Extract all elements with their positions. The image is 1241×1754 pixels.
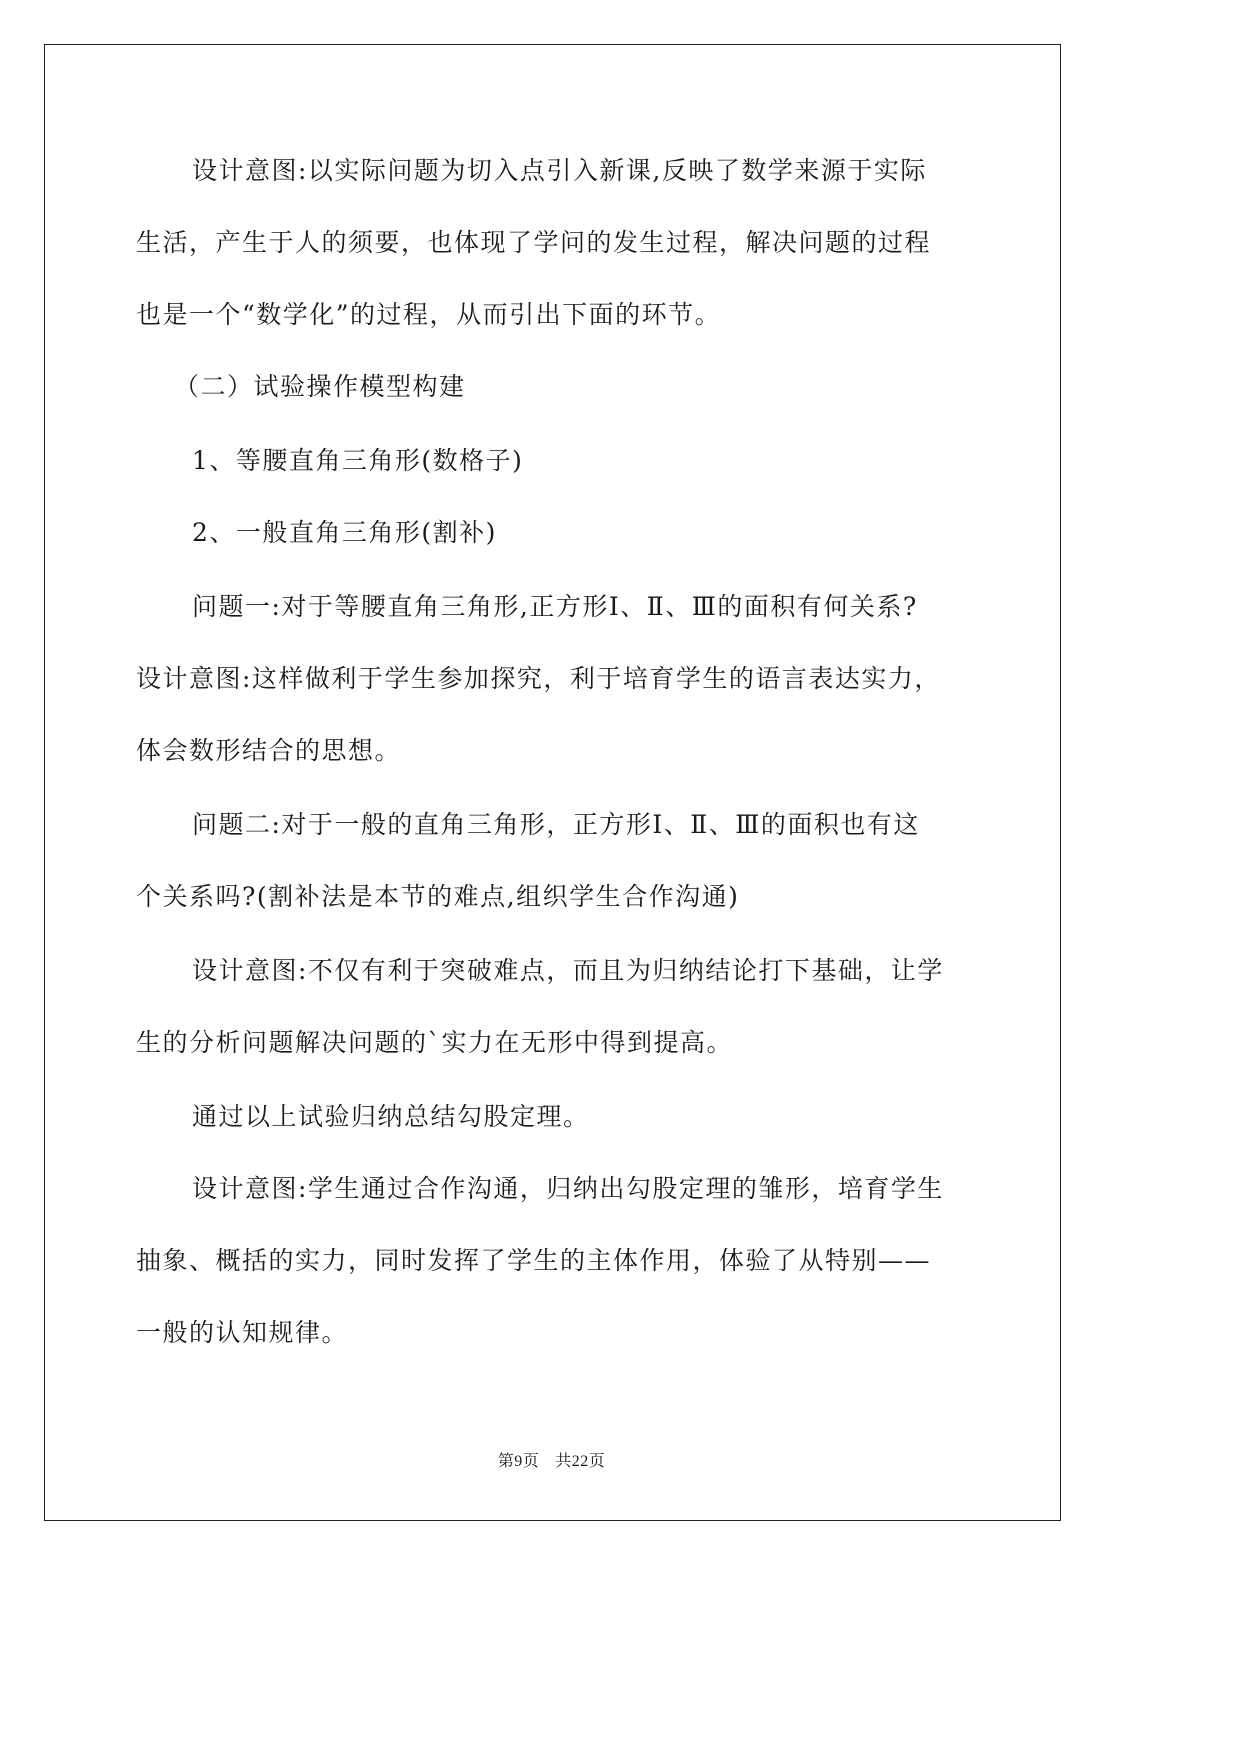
paragraph-line: 生的分析问题解决问题的`实力在无形中得到提高。	[136, 1028, 734, 1057]
paragraph-line: 设计意图:以实际问题为切入点引入新课,反映了数学来源于实际	[192, 156, 927, 185]
paragraph-line: 通过以上试验归纳总结勾股定理。	[192, 1102, 590, 1131]
list-item: 1、等腰直角三角形(数格子)	[192, 446, 524, 475]
paragraph-line: 抽象、概括的实力，同时发挥了学生的主体作用，体验了从特别——	[136, 1246, 932, 1275]
section-heading: （二）试验操作模型构建	[174, 372, 466, 401]
page-number: 第9页	[497, 1453, 540, 1470]
paragraph-line: 体会数形结合的思想。	[136, 736, 402, 765]
page-footer	[0, 1452, 1103, 1472]
paragraph-line: 设计意图:不仅有利于突破难点，而且为归纳结论打下基础，让学	[192, 956, 944, 985]
page-total: 共22页	[555, 1453, 606, 1470]
paragraph-line: 问题二:对于一般的直角三角形，正方形Ⅰ、Ⅱ、Ⅲ的面积也有这	[192, 810, 920, 839]
list-item: 2、一般直角三角形(割补)	[192, 518, 497, 547]
paragraph-line: 也是一个“数学化”的过程，从而引出下面的环节。	[136, 300, 722, 329]
paragraph-line: 一般的认知规律。	[136, 1318, 349, 1347]
paragraph-line: 个关系吗?(割补法是本节的难点,组织学生合作沟通)	[136, 882, 740, 911]
paragraph-line: 问题一:对于等腰直角三角形,正方形Ⅰ、Ⅱ、Ⅲ的面积有何关系?	[192, 592, 918, 621]
paragraph-line: 设计意图:学生通过合作沟通，归纳出勾股定理的雏形，培育学生	[192, 1174, 944, 1203]
page-border	[44, 44, 1061, 1521]
paragraph-line: 设计意图:这样做利于学生参加探究，利于培育学生的语言表达实力，	[136, 664, 941, 693]
paragraph-line: 生活，产生于人的须要，也体现了学问的发生过程，解决问题的过程	[136, 228, 932, 257]
